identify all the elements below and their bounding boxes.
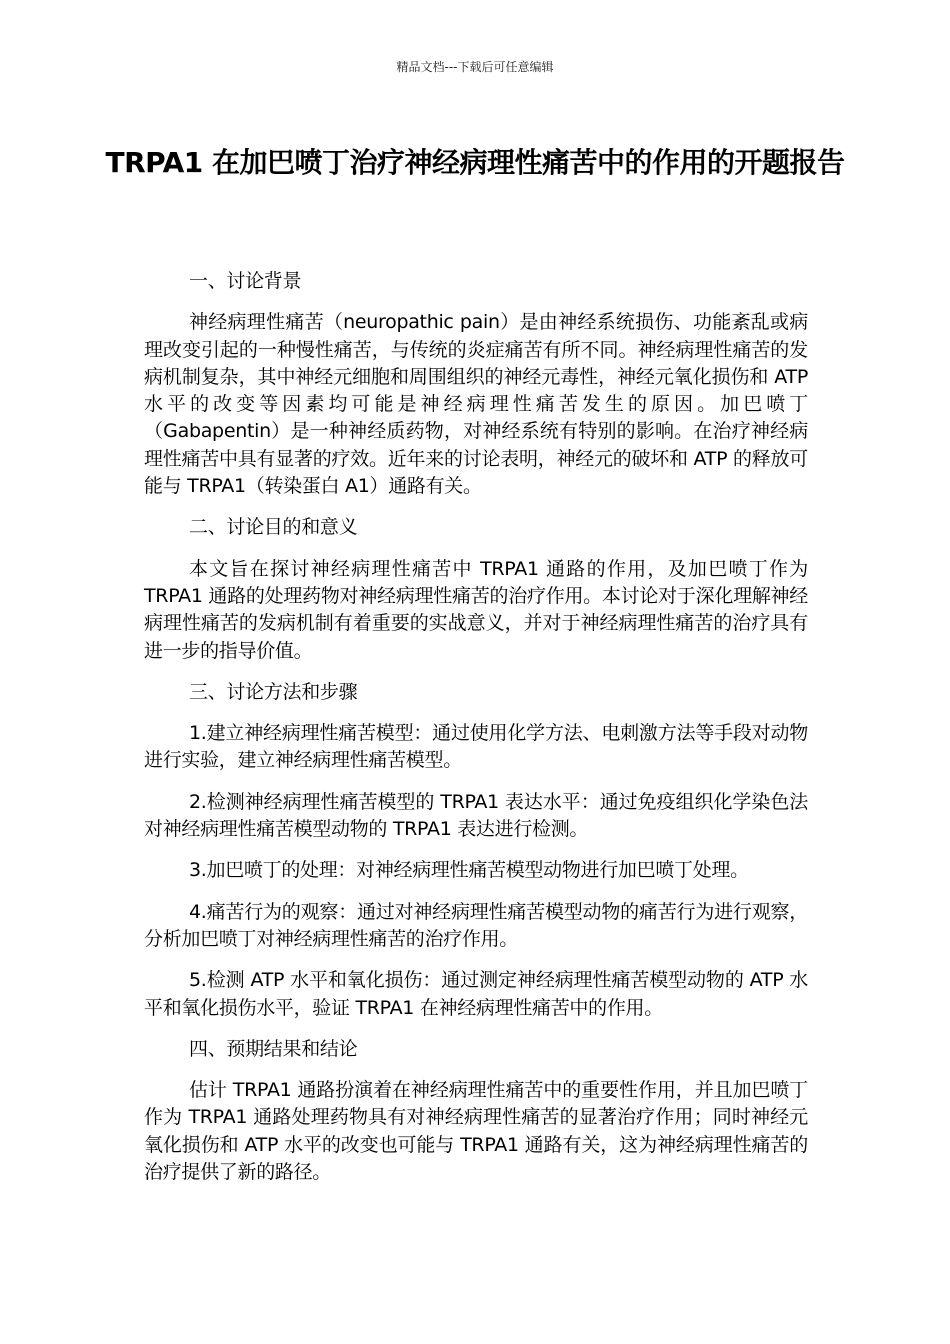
list-item: 1.建立神经病理性痛苦模型：通过使用化学方法、电刺激方法等手段对动物进行实验，建立神经病理性痛苦模型。 [144,722,808,772]
paragraph: 神经病理性痛苦（neuropathic pain）是由神经系统损伤、功能紊乱或病理改变引起的一种慢性痛苦，与传统的炎症痛苦有所不同。神经病理性痛苦的发病机制复杂，其中神经元细胞和周围组织的神经元毒性，神经元氧化损伤和 ATP 水平的改变等因素均可能是神经病理性痛苦发生的原因。加巴喷丁（Gabapentin）是一种神经质药物，对神经系统有特别的影响。在治疗神经病理性痛苦中具有显著的疗效。近年来的讨论表明，神经元的破坏和 ATP 的释放可能与 TRPA1（转染蛋白 A1）通路有关。 [144,311,808,498]
section-heading: 三、讨论方法和步骤 [189,680,358,703]
list-item: 3.加巴喷丁的处理：对神经病理性痛苦模型动物进行加巴喷丁处理。 [189,859,749,882]
list-item: 4.痛苦行为的观察：通过对神经病理性痛苦模型动物的痛苦行为进行观察，分析加巴喷丁对神经病理性痛苦的治疗作用。 [144,900,808,950]
paragraph: 估计 TRPA1 通路扮演着在神经病理性痛苦中的重要性作用，并且加巴喷丁作为 TRPA1 通路处理药物具有对神经病理性痛苦的显著治疗作用；同时神经元氧化损伤和 ATP 水平的改变也可能与 TRPA1 通路有关，这为神经病理性痛苦的治疗提供了新的路径。 [144,1079,808,1184]
paragraph: 本文旨在探讨神经病理性痛苦中 TRPA1 通路的作用，及加巴喷丁作为 TRPA1 通路的处理药物对神经病理性痛苦的治疗作用。本讨论对于深化理解神经病理性痛苦的发病机制有着重要的实战意义，并对于神经病理性痛苦的治疗具有进一步的指导价值。 [144,557,808,662]
document-title: TRPA1 在加巴喷丁治疗神经病理性痛苦中的作用的开题报告 [105,146,845,179]
section-heading: 四、预期结果和结论 [189,1037,358,1060]
list-item: 5.检测 ATP 水平和氧化损伤：通过测定神经病理性痛苦模型动物的 ATP 水平和氧化损伤水平，验证 TRPA1 在神经病理性痛苦中的作用。 [144,969,808,1019]
document-body [144,268,808,1200]
page-header: 精品文档---下载后可任意编辑 [396,60,554,74]
section-heading: 一、讨论背景 [189,270,302,292]
section-heading: 二、讨论目的和意义 [189,516,358,539]
list-item: 2.检测神经病理性痛苦模型的 TRPA1 表达水平：通过免疫组织化学染色法对神经病理性痛苦模型动物的 TRPA1 表达进行检测。 [144,790,808,841]
